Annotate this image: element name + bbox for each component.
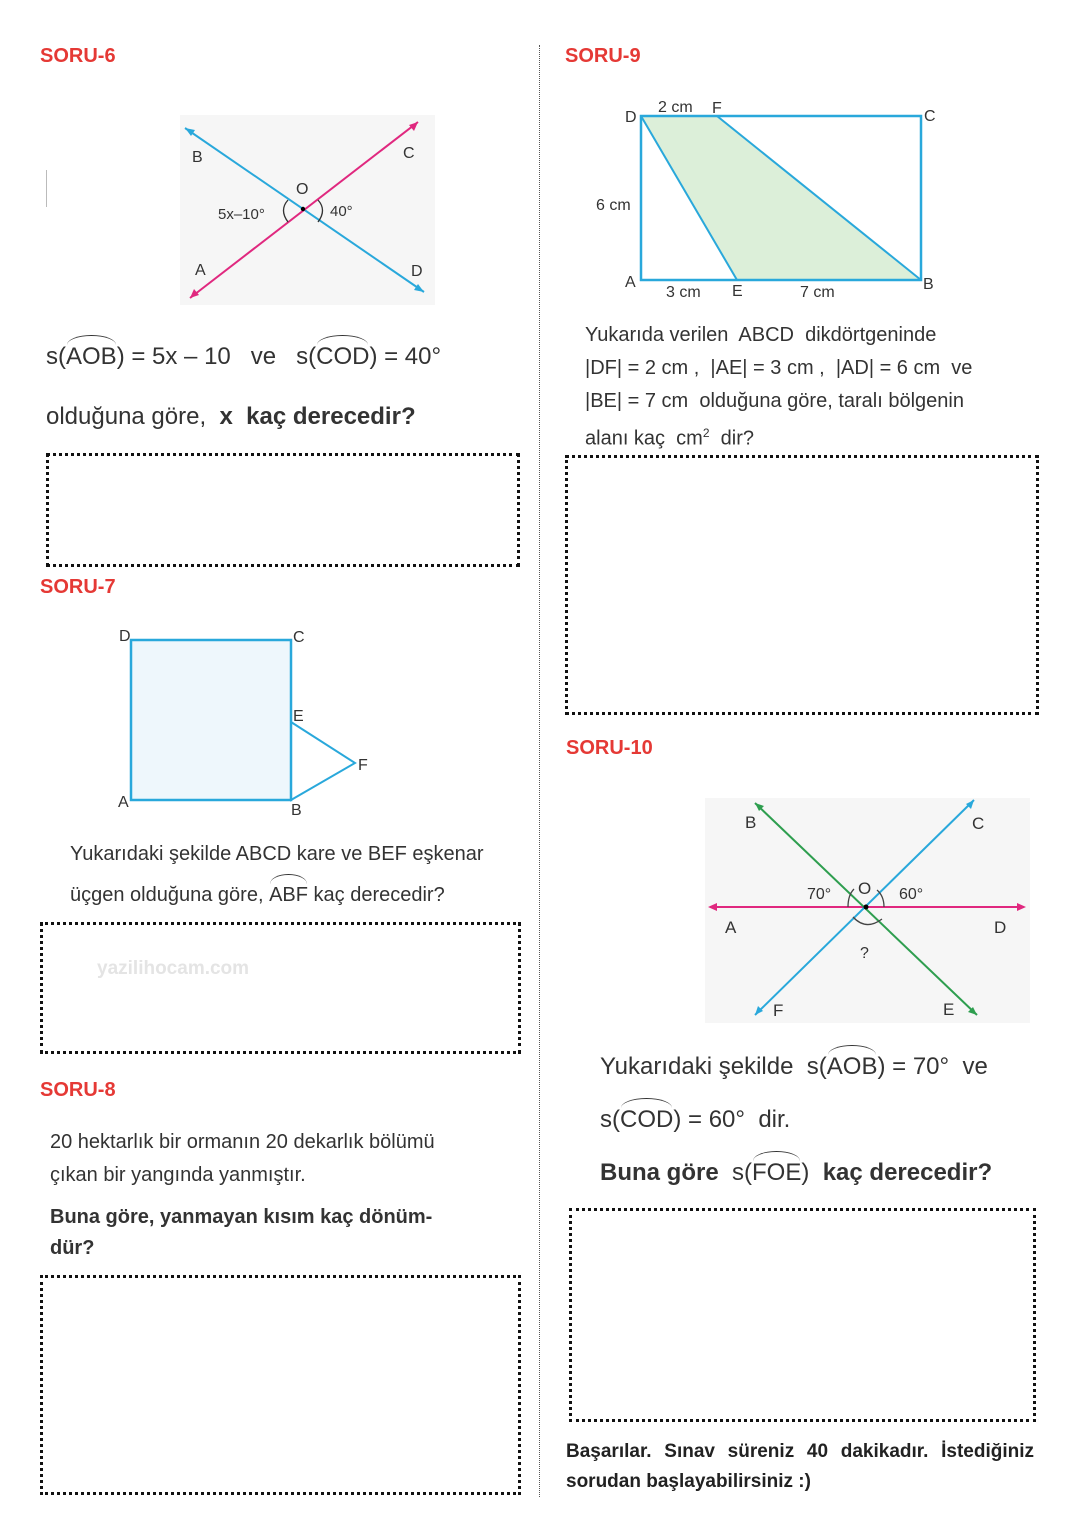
question-text: kaç derecedir? [307, 884, 445, 906]
q9-answer-box[interactable] [565, 455, 1039, 715]
footer-note: Başarılar. Sınav süreniz 40 dakikadır. İstediğiniz sorudan başlayabilirsiniz :) [566, 1441, 1034, 1492]
q9-line2: |DF| = 2 cm , |AE| = 3 cm , |AD| = 6 cm ve [585, 357, 973, 379]
label-O: O [858, 879, 872, 898]
label-B: B [923, 276, 934, 293]
label-ae: 3 cm [666, 284, 701, 301]
label-eb: 7 cm [800, 284, 835, 301]
question-bold: Buna göre [600, 1159, 733, 1186]
label-A: A [195, 262, 206, 279]
q9-line4 [585, 417, 754, 456]
q6-question [46, 400, 416, 433]
label-E: E [293, 708, 304, 725]
q8-line2: çıkan bir yangında yanmıştır. [50, 1164, 306, 1186]
label-F: F [712, 100, 722, 117]
label-C: C [293, 629, 305, 646]
question-6-title: SORU-6 [40, 45, 116, 67]
angle-foe-label: ? [860, 945, 869, 962]
question-text: Yukarıdaki şekilde s( [600, 1053, 827, 1080]
angle-abf: ABF [269, 879, 308, 912]
angle-aob-label: 70° [807, 886, 832, 903]
label-O: O [296, 181, 309, 198]
angle-cod-label: 40° [330, 203, 353, 220]
label-A: A [725, 918, 737, 937]
label-A: A [118, 794, 129, 811]
question-text: ) [801, 1159, 810, 1186]
label-D: D [411, 263, 423, 280]
question-text: ) = 70° ve [877, 1053, 988, 1080]
label-D: D [625, 109, 637, 126]
label-B: B [745, 813, 757, 832]
q10-line1 [600, 1050, 988, 1083]
question-text: olduğuna göre, [46, 403, 220, 430]
angle-cod: COD [316, 340, 369, 373]
question-text: s( [600, 1106, 620, 1133]
q10-line3 [600, 1156, 992, 1189]
q8-bold1: Buna göre, yanmayan kısım kaç dönüm- [50, 1206, 433, 1228]
q8-bold2: dür? [50, 1237, 95, 1259]
text-cursor [46, 170, 47, 207]
label-E: E [732, 283, 743, 300]
question-bold: x kaç derecedir? [219, 403, 416, 430]
angle-aob-label: 5x–10° [218, 206, 265, 223]
question-7-title: SORU-7 [40, 576, 116, 598]
q10-answer-box[interactable] [569, 1208, 1036, 1422]
angle-aob: AOB [66, 340, 117, 373]
question-text: ) = 60° dir. [673, 1106, 791, 1133]
q7-answer-box[interactable] [40, 922, 521, 1054]
question-8-title: SORU-8 [40, 1079, 116, 1101]
angle-cod-label: 60° [899, 886, 924, 903]
label-D: D [119, 628, 131, 645]
q9-figure [585, 92, 955, 307]
label-C: C [403, 145, 415, 162]
angle-cod: COD [620, 1103, 673, 1136]
eq-text: ) = 5x – 10 ve s( [116, 343, 317, 370]
superscript: 2 [702, 426, 710, 440]
label-A: A [625, 274, 636, 291]
question-text: üçgen olduğuna göre, [70, 884, 270, 906]
q8-answer-box[interactable] [40, 1275, 521, 1495]
label-B: B [192, 149, 203, 166]
label-C: C [924, 108, 936, 125]
angle-foe: FOE [752, 1156, 801, 1189]
column-divider [539, 45, 540, 1497]
q6-equation [46, 340, 441, 373]
q9-line1: Yukarıda verilen ABCD dikdörtgeninde [585, 324, 937, 346]
q8-line1: 20 hektarlık bir ormanın 20 dekarlık bölümü [50, 1131, 435, 1153]
q7-line2 [70, 879, 445, 912]
question-text: dir? [709, 427, 754, 450]
q7-line1: Yukarıdaki şekilde ABCD kare ve BEF eşkenar [70, 843, 484, 865]
q10-figure [700, 790, 1040, 1030]
eq-text: s( [46, 343, 66, 370]
question-bold: kaç derecedir? [809, 1159, 993, 1186]
q9-line3: |BE| = 7 cm olduğuna göre, taralı bölgenin [585, 390, 964, 412]
eq-text: ) = 40° [369, 343, 442, 370]
label-ad: 6 cm [596, 197, 631, 214]
question-text: alanı kaç cm [585, 427, 703, 450]
q10-line2 [600, 1103, 790, 1136]
label-C: C [972, 814, 985, 833]
question-text: s( [732, 1159, 753, 1186]
label-E: E [943, 1000, 955, 1019]
question-9-title: SORU-9 [565, 45, 641, 67]
label-D: D [994, 918, 1007, 937]
watermark: yazilihocam.com [97, 958, 250, 979]
q6-figure [175, 110, 440, 310]
angle-aob: AOB [827, 1050, 878, 1083]
label-df: 2 cm [658, 99, 693, 116]
question-10-title: SORU-10 [566, 737, 653, 759]
label-F: F [773, 1001, 784, 1020]
label-B: B [291, 802, 302, 819]
q7-figure [110, 622, 380, 822]
label-F: F [358, 757, 368, 774]
q6-answer-box[interactable] [46, 453, 520, 567]
